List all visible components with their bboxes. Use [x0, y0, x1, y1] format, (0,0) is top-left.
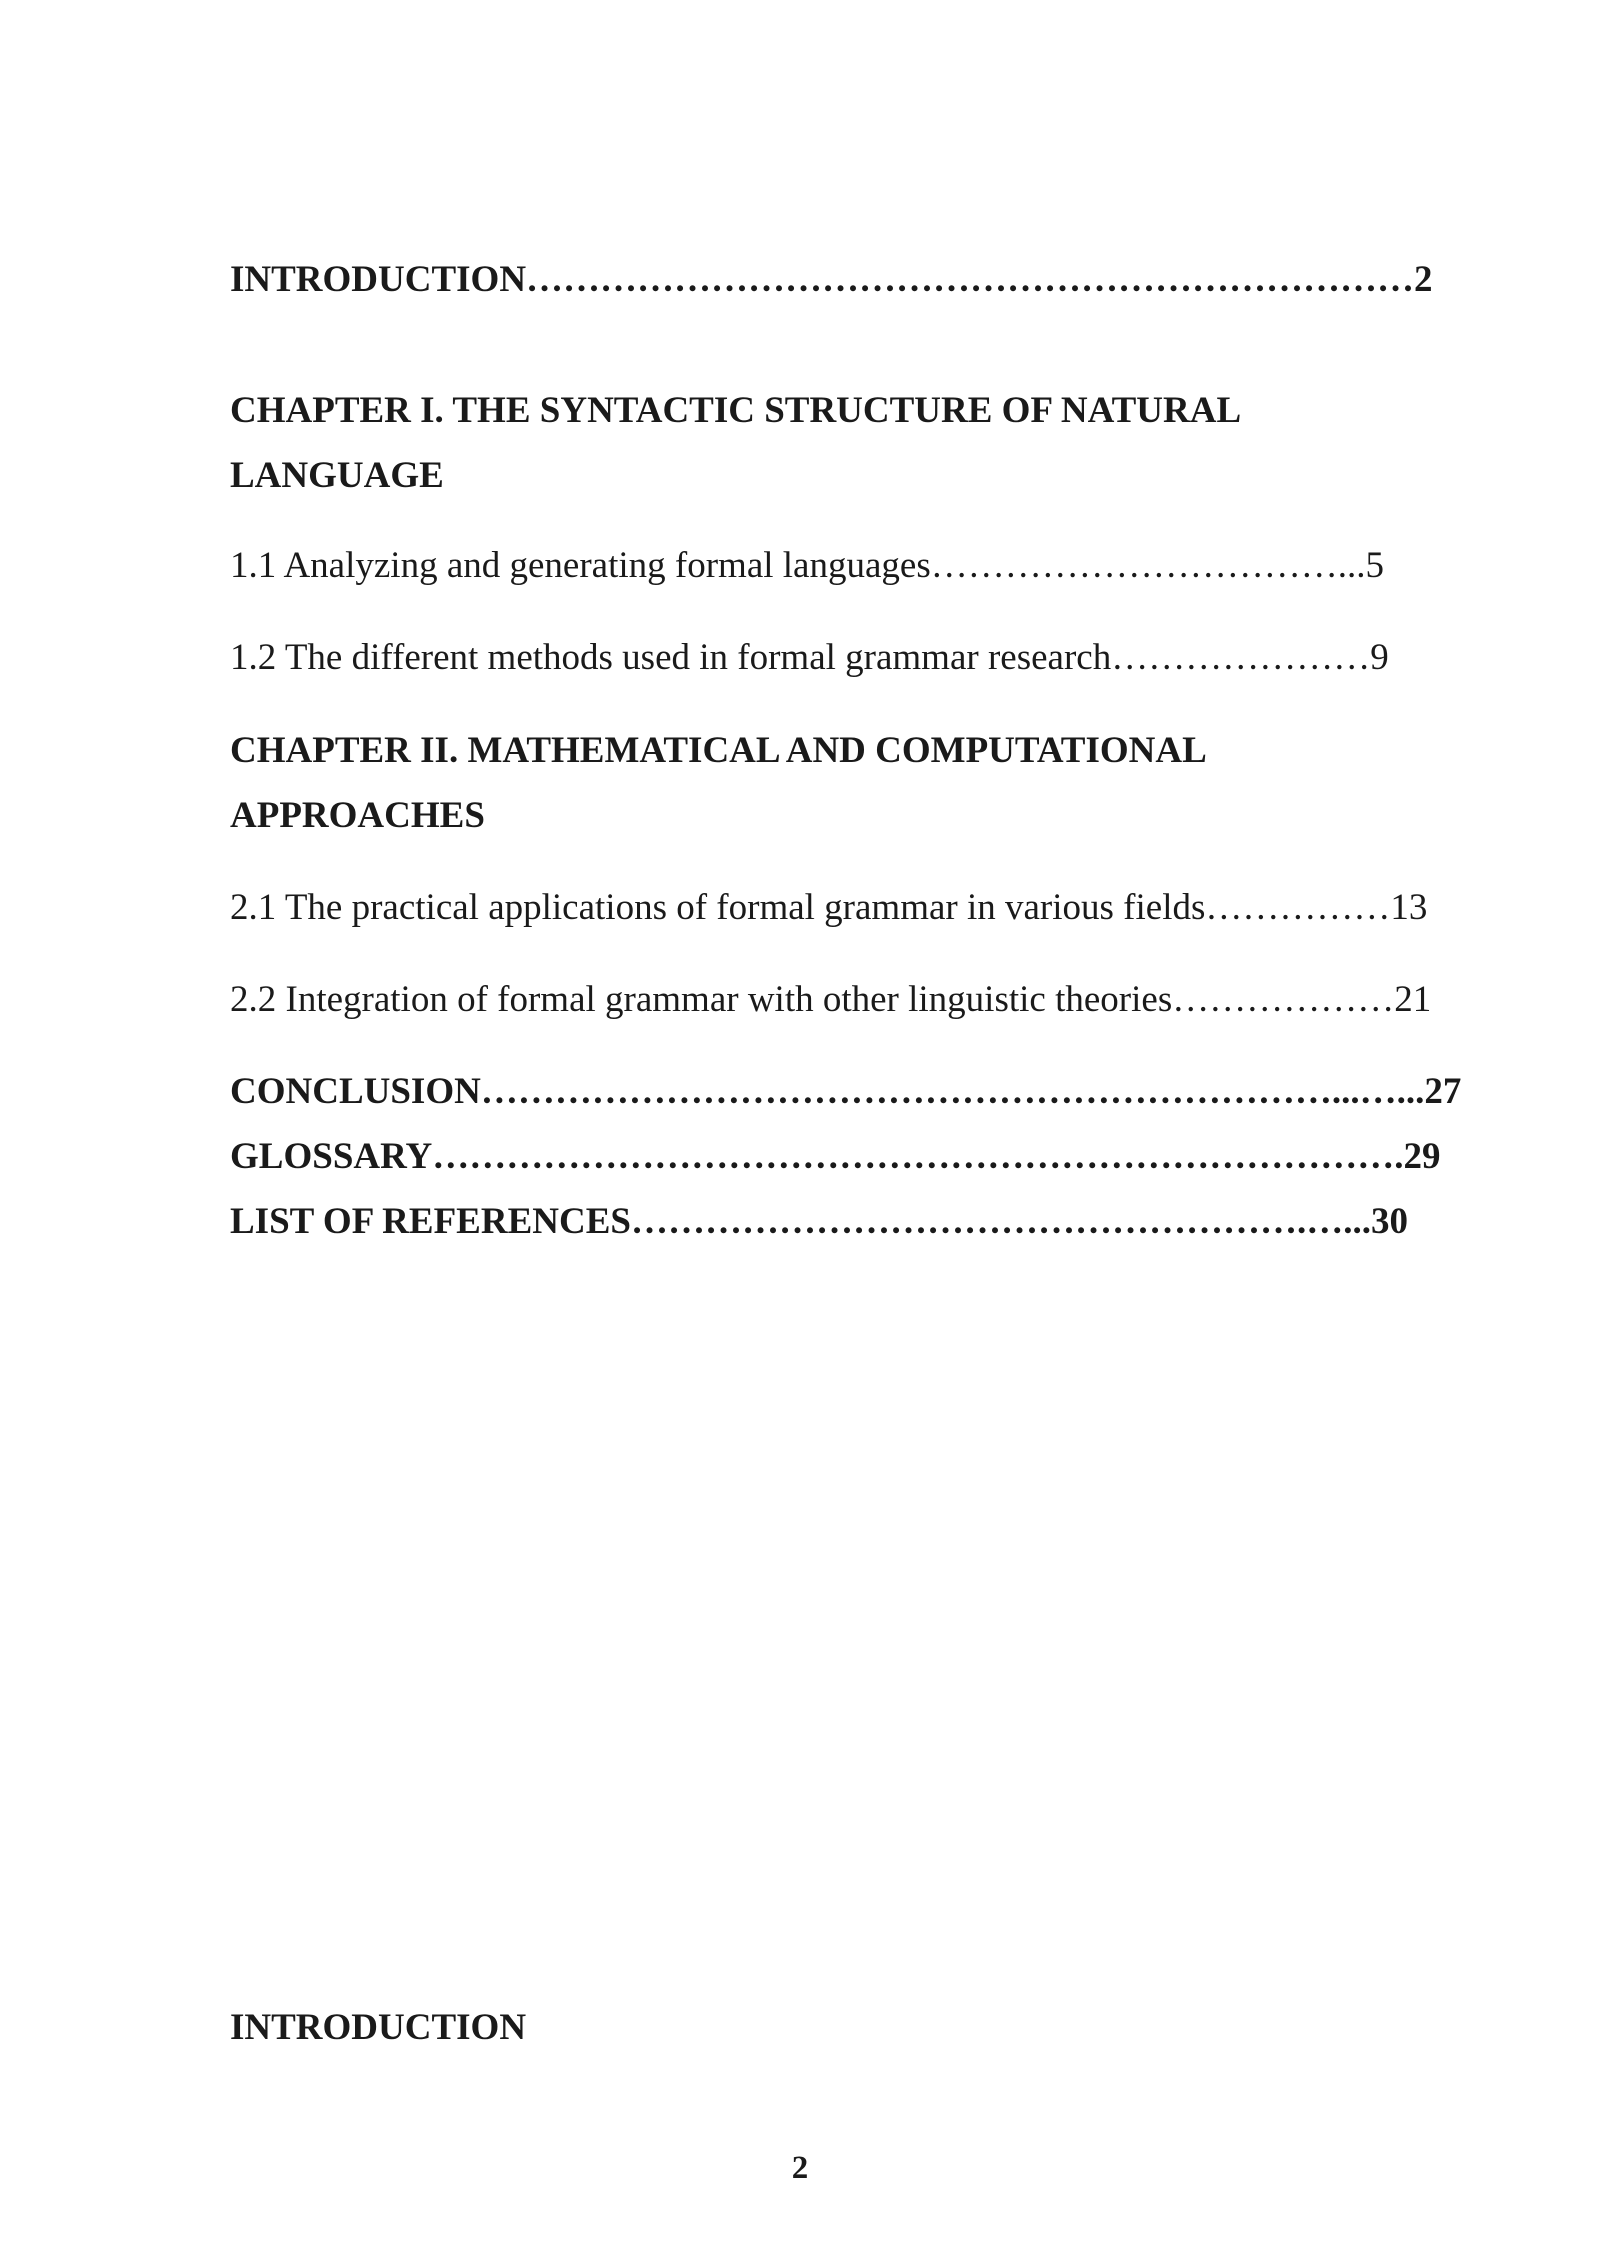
toc-section-2-1: 2.1 The practical applications of formal grammar in various fields……………13 — [230, 887, 1428, 928]
section-heading-introduction: INTRODUCTION — [230, 2007, 527, 2048]
toc-chapter-2-title-line-1: CHAPTER II. MATHEMATICAL AND COMPUTATIONAL — [230, 730, 1207, 771]
toc-section-2-2: 2.2 Integration of formal grammar with other linguistic theories………………21 — [230, 979, 1432, 1020]
page-number: 2 — [791, 2150, 809, 2186]
toc-section-1-1: 1.1 Analyzing and generating formal languages……………………………...5 — [230, 545, 1384, 586]
toc-chapter-1-title-line-1: CHAPTER I. THE SYNTACTIC STRUCTURE OF NATURAL — [230, 390, 1242, 431]
toc-introduction: INTRODUCTION………………………………………………………………2 — [230, 259, 1433, 300]
toc-glossary: GLOSSARY…………………………………………………………………….29 — [230, 1136, 1441, 1177]
toc-section-1-2: 1.2 The different methods used in formal grammar research…………………9 — [230, 637, 1389, 678]
toc-chapter-2-title-line-2: APPROACHES — [230, 795, 485, 836]
toc-conclusion: CONCLUSION……………………………………………………………...…...27 — [230, 1071, 1462, 1112]
toc-chapter-1-title-line-2: LANGUAGE — [230, 455, 444, 496]
toc-references: LIST OF REFERENCES……………………………………………….…...30 — [230, 1201, 1408, 1242]
